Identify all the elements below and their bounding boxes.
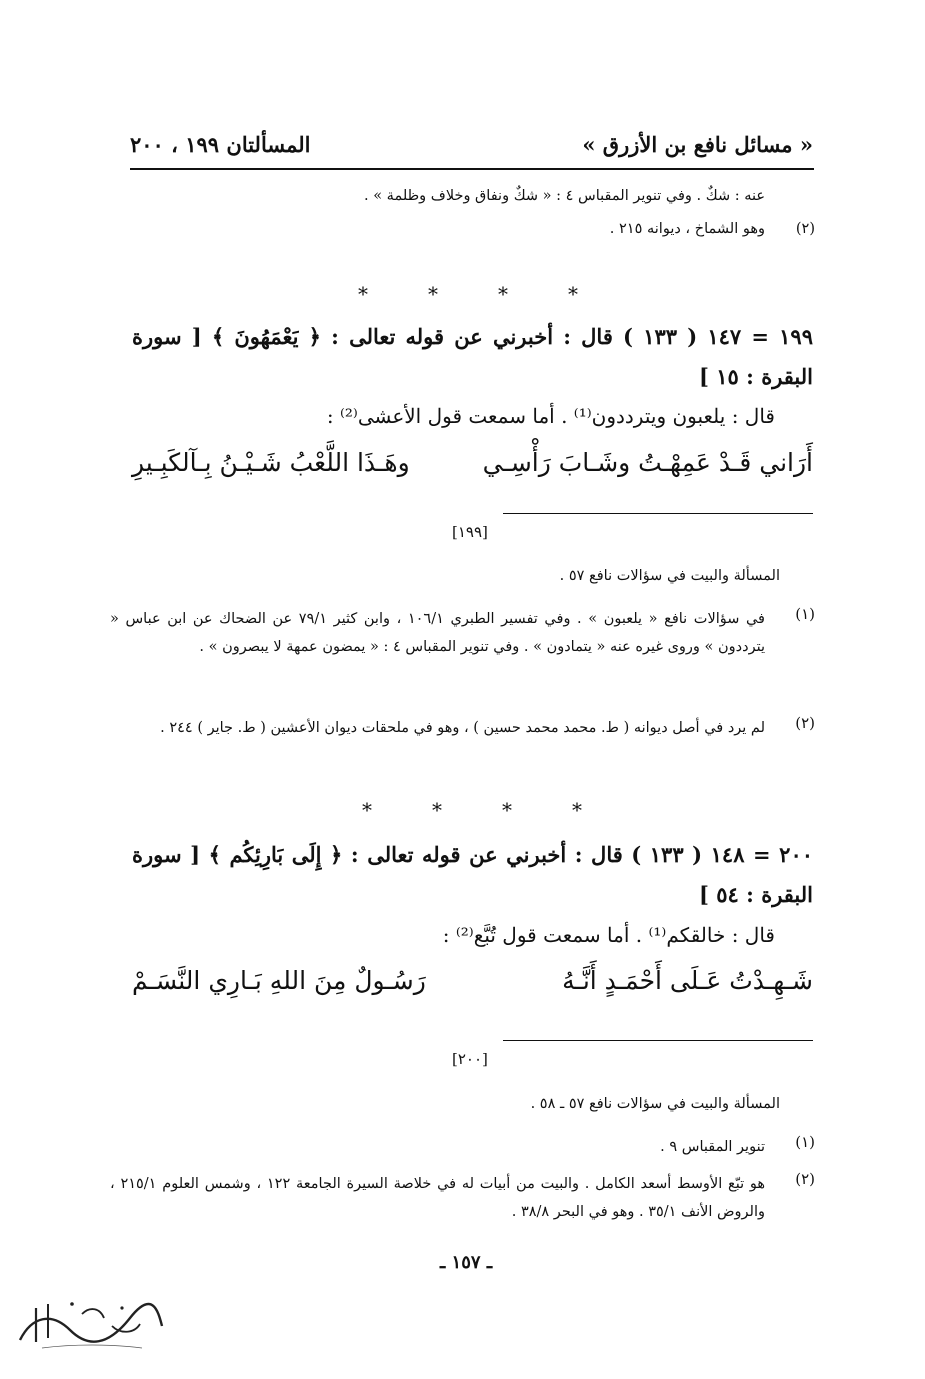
separator-star: * <box>428 282 438 306</box>
verse-200-first-hemistich: شَـهِـدْتُ عَـلَى أَحْمَـدٍ أَنَّـهُ <box>562 966 813 995</box>
footnote-200-2-number: (٢) <box>795 1170 815 1188</box>
running-header-questions: المسألتان ١٩٩ ، ٢٠٠ <box>130 132 311 157</box>
separator-star: * <box>502 798 512 822</box>
separator-star: * <box>432 798 442 822</box>
verse-199-first-hemistich: أَرَاني قَـدْ عَمِهْـتُ وشَـابَ رَأْسِـي <box>482 448 813 477</box>
library-stamp-logo <box>12 1296 172 1356</box>
page-number: ـ ١٥٧ ـ <box>440 1252 493 1273</box>
footnote-199-1-number: (١) <box>795 605 815 623</box>
footnote-200-1-number: (١) <box>795 1133 815 1151</box>
notes-mark-200: [٢٠٠] <box>452 1050 488 1068</box>
footnote-199-2-text: لم يرد في أصل ديوانه ( ط. محمد محمد حسين ) ، وهو في ملحقات ديوان الأعشين ( ط. جاير ) ٢٤٤ . <box>160 720 765 736</box>
separator-star: * <box>362 798 372 822</box>
separator-star: * <box>358 282 368 306</box>
running-header-title: « مسائل نافع بن الأزرق » <box>582 132 813 157</box>
question-200-sura: البقرة : ٥٤ ] <box>699 882 813 907</box>
notes-rule-199 <box>503 513 813 514</box>
question-200-answer: قال : خالقكم⁽¹⁾ . أما سمعت قول تُبَّع⁽²⁾ : <box>442 923 775 947</box>
footnote-continuation: عنه : شكٌ . وفي تنوير المقباس ٤ : « شكٌ ونفاق وخلاف وظلمة » . <box>363 188 765 204</box>
footnote-200-1-text: تنوير المقباس ٩ . <box>660 1139 765 1155</box>
separator-star: * <box>568 282 578 306</box>
stamp-calligraphy-icon <box>12 1296 172 1356</box>
notes-mark-199: [١٩٩] <box>452 523 488 541</box>
notes-rule-200 <box>503 1040 813 1041</box>
question-199-heading: ١٩٩ = ١٤٧ ( ١٣٣ ) قال : أخبرني عن قوله تعالى : ﴿ يَعْمَهُونَ ﴾ [ سورة <box>132 324 813 349</box>
footnote-text: وهو الشماخ ، ديوانه ٢١٥ . <box>609 221 765 237</box>
separator-star: * <box>498 282 508 306</box>
separator-star: * <box>572 798 582 822</box>
header-rule <box>130 168 814 170</box>
question-199-sura: البقرة : ١٥ ] <box>699 364 813 389</box>
question-199-answer: قال : يلعبون ويترددون⁽¹⁾ . أما سمعت قول الأعشى⁽²⁾ : <box>326 404 775 428</box>
question-200-heading: ٢٠٠ = ١٤٨ ( ١٣٣ ) قال : أخبرني عن قوله تعالى : ﴿ إِلَى بَارِئِكُم ﴾ [ سورة <box>132 842 814 867</box>
footnote-199-2-number: (٢) <box>795 714 815 732</box>
footnote-number: (٢) <box>795 221 815 237</box>
footnote-200-2-text: هو تبّع الأوسط أسعد الكامل . والبيت من أبيات له في خلاصة السيرة الجامعة ١٢٢ ، وشمس العلوم ٢١٥/١ ، والروض الأنف ٣٥/١ . وهو في البحر ٣٨/٨ . <box>110 1176 765 1220</box>
notes-reference-199: المسألة والبيت في سؤالات نافع ٥٧ . <box>559 568 780 584</box>
footnote-199-1-text: في سؤالات نافع « يلعبون » . وفي تفسير الطبري ١٠٦/١ ، وابن كثير ٧٩/١ عن الضحاك عن ابن عباس « يترددون » وروى غيره عنه « يتمادون » . وفي تنوير المقباس ٤ : « يمضون عمهة لا يبصرون » . <box>110 611 765 655</box>
notes-reference-200: المسألة والبيت في سؤالات نافع ٥٧ ـ ٥٨ . <box>530 1096 780 1112</box>
verse-200-second-hemistich: رَسُـولٌ مِنَ اللهِ بَـارِي النَّسَـمْ <box>132 966 426 995</box>
verse-199-second-hemistich: وهَـذَا اللَّعْبُ شَـيْـنُ بِـآلكَبِـيرِ <box>132 448 410 477</box>
